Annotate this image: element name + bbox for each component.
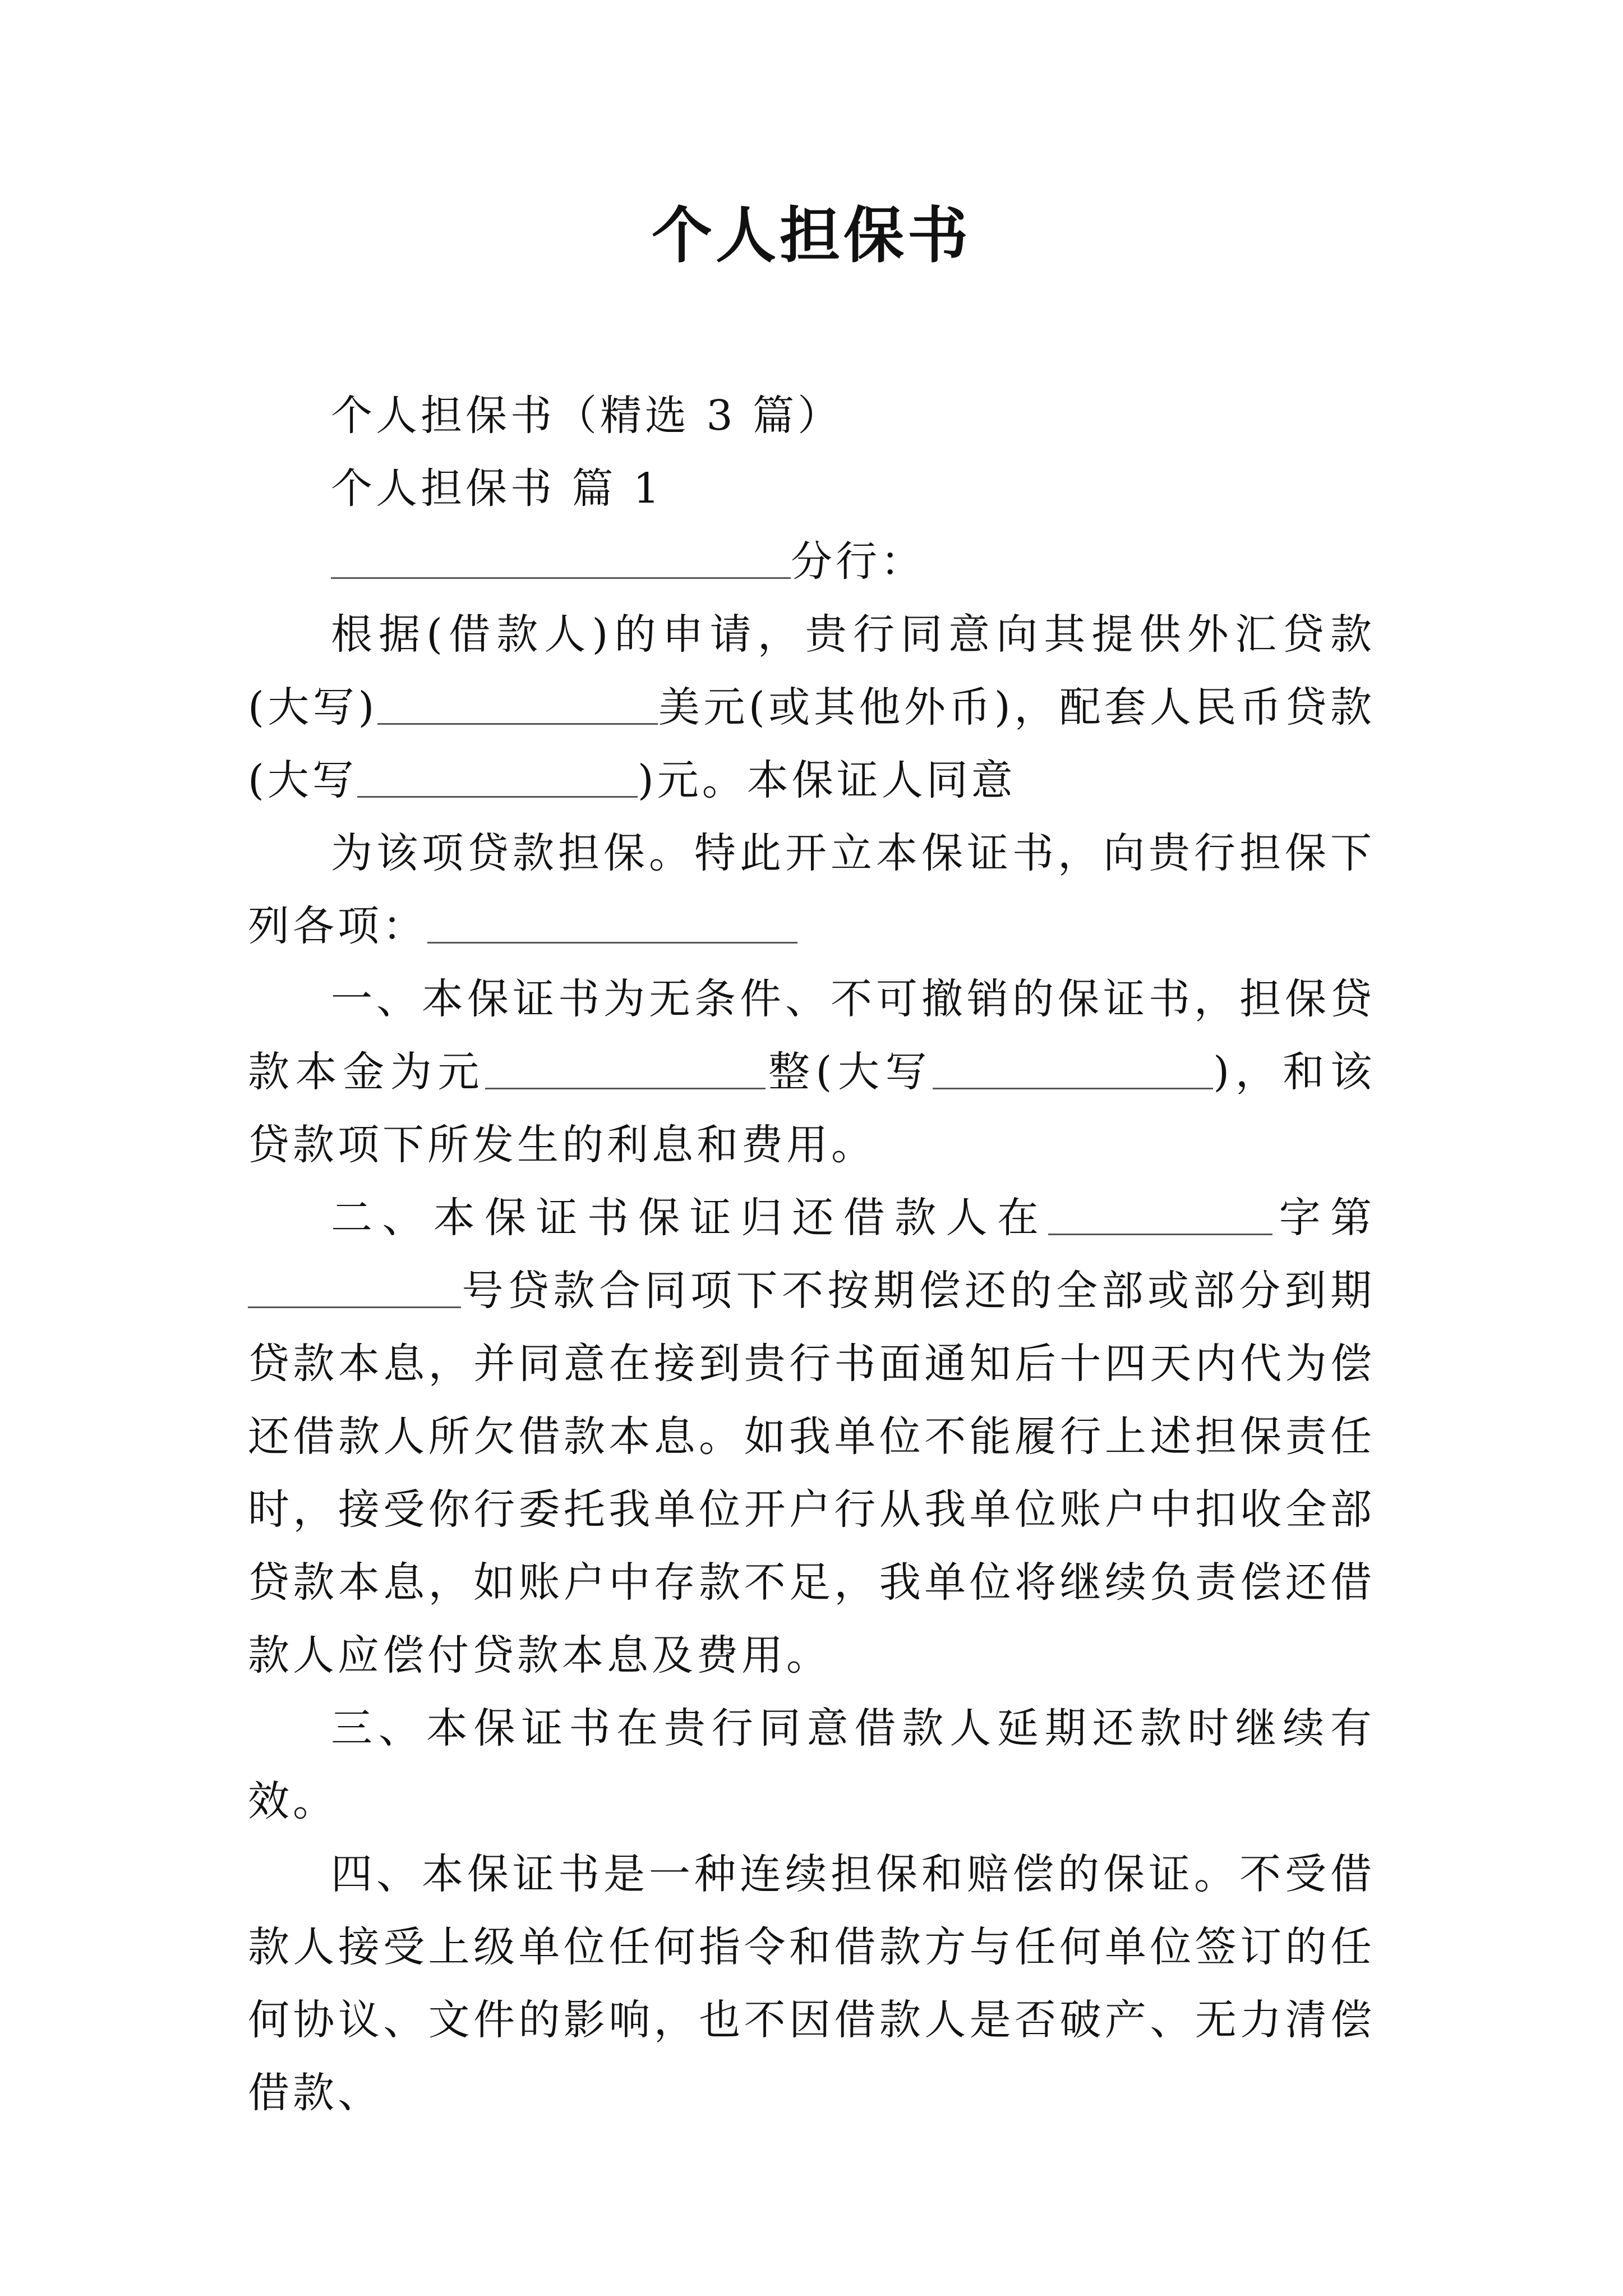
paragraph-text: )，和该贷款项下所发生的利息和费用。: [248, 1048, 1376, 1169]
blank-usd-amount: [377, 684, 658, 725]
addressee-line: [248, 525, 1375, 598]
blank-items: [427, 903, 797, 944]
section-heading: 个人担保书 篇 1: [331, 464, 663, 513]
paragraph-text: 为该项贷款担保。特此开立本保证书，向贵行担保下列各项：: [248, 829, 1375, 950]
paragraph-text: 美元(或其他外币)，配套人民币贷款(大写: [248, 683, 1375, 804]
clause-one: [248, 963, 1375, 1181]
addressee-suffix: 分行：: [791, 537, 925, 586]
blank-principal-amount: [485, 1048, 766, 1089]
blank-rmb-amount: [357, 757, 638, 798]
paragraph-text: 号贷款合同项下不按期偿还的全部或部分到期贷款本息，并同意在接到贵行书面通知后十四天内代为偿还借款人所欠借款本息。如我单位不能履行上述担保责任时，接受你行委托我单位开户行从我单位账户中扣收全部贷款本息，如账户中存款不足，我单位将继续负责偿还借款人应偿付贷款本息及费用。: [248, 1267, 1375, 1680]
paragraph-text: 字第: [1272, 1194, 1375, 1242]
blank-capital-amount: [933, 1048, 1213, 1089]
clause-three: 三、本保证书在贵行同意借款人延期还款时继续有效。: [248, 1704, 1375, 1825]
paragraph-loan-application: [248, 598, 1375, 817]
subtitle: 个人担保书（精选 3 篇）: [331, 392, 843, 440]
blank-contract-number: [248, 1267, 461, 1308]
paragraph-text: 整(大写: [766, 1048, 933, 1096]
blank-branch-name: [331, 538, 791, 579]
blank-contract-prefix: [1048, 1194, 1272, 1235]
paragraph-text: 根据(借款人)的申请，贵行同意向其提供外汇贷款(大写): [248, 610, 1375, 731]
paragraph-text: 二、本保证书保证归还借款人在: [331, 1194, 1049, 1242]
clause-two: [248, 1181, 1375, 1692]
document-body: [248, 379, 1375, 2129]
paragraph-text: 一、本保证书为无条件、不可撤销的保证书，担保贷款本金为元: [248, 975, 1375, 1096]
document-title: 个人担保书: [651, 200, 971, 271]
paragraph-guarantee-items: [248, 817, 1375, 963]
paragraph-text: )元。本保证人同意: [637, 756, 1016, 804]
clause-four: 四、本保证书是一种连续担保和赔偿的保证。不受借款人接受上级单位任何指令和借款方与任何单位签订的任何协议、文件的影响，也不因借款人是否破产、无力清偿借款、: [248, 1850, 1375, 2117]
